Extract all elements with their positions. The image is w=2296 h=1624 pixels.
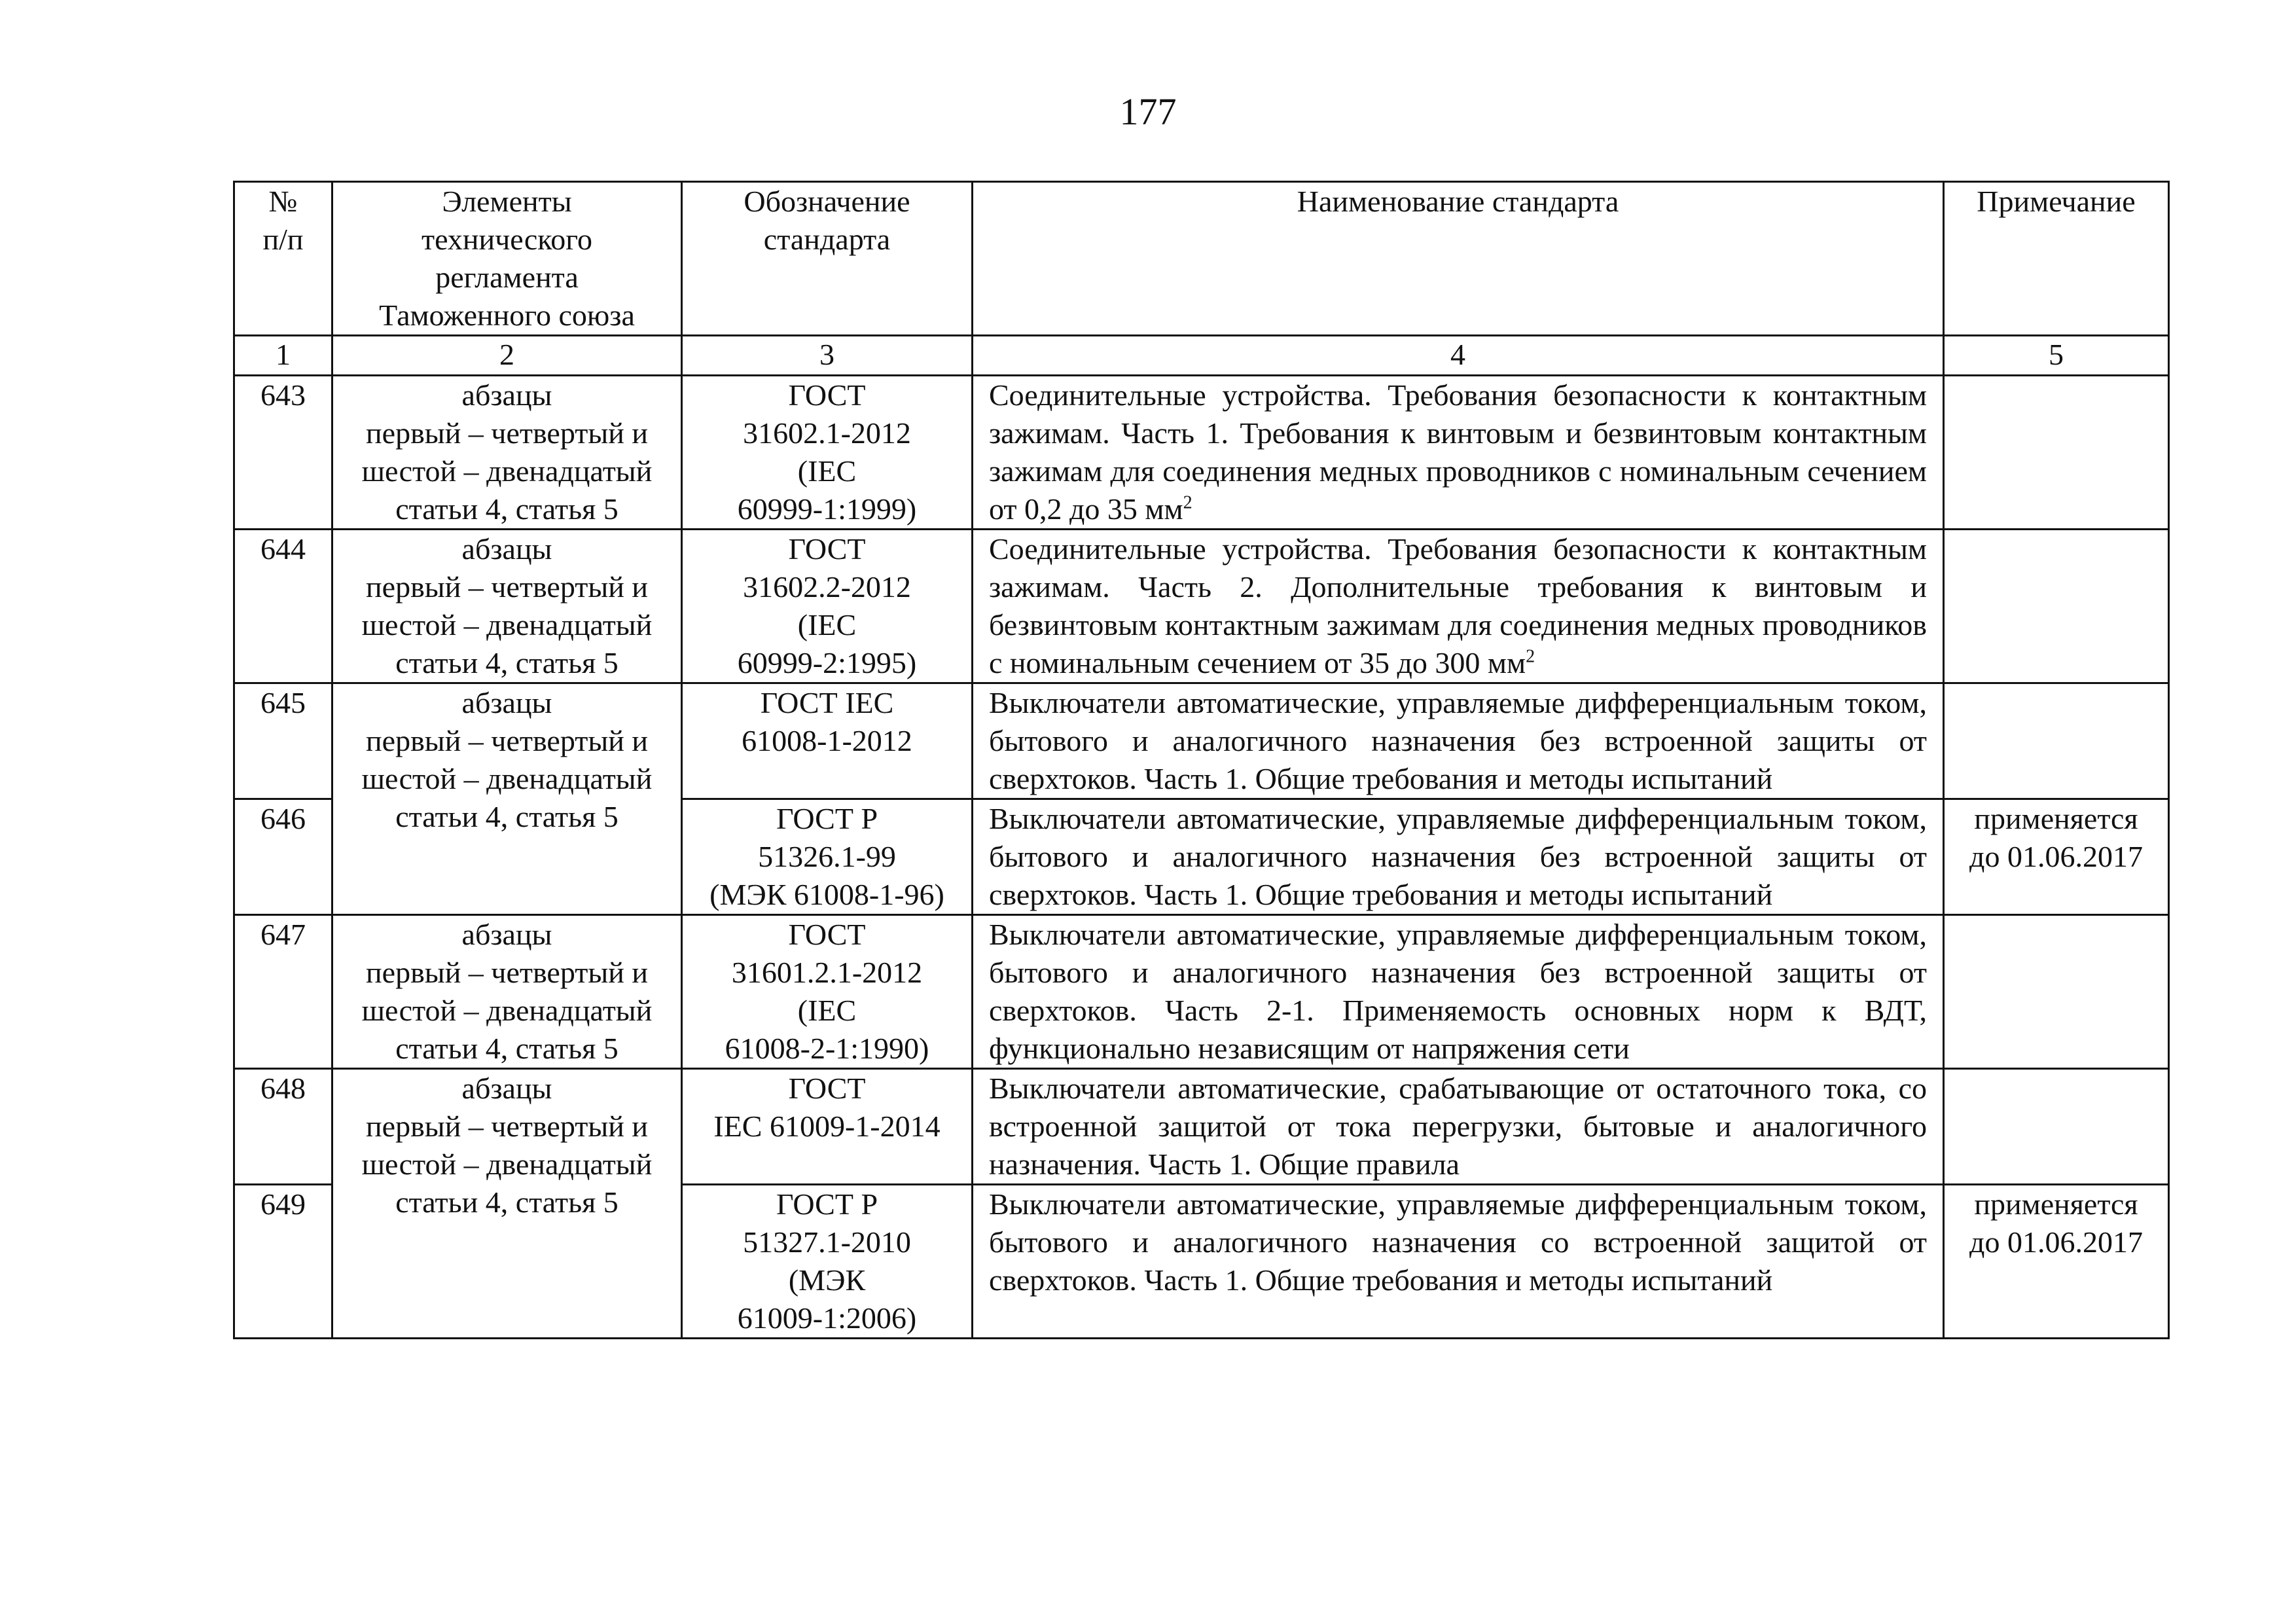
row-standard-name: Соединительные устройства. Требования безопасности к контактным зажимам. Часть 1. Требования к винтовым и безвинтовым контактным зажимам для соединения медных проводников с номинальным сечением от 0,2 до 35 $мм^2$ [973,376,1944,530]
row-note: применяется до 01.06.2017 [1944,1185,2169,1339]
table-row [234,683,2169,799]
row-standard-name: Соединительные устройства. Требования безопасности к контактным зажимам. Часть 2. Дополнительные требования к винтовым и безвинтовым контактным зажимам для соединения медных проводников с номинальным сечением от 35 до 300 $мм^2$ [973,530,1944,683]
column-numbers-row [234,336,2169,376]
row-note [1944,915,2169,1069]
row-num: 648 [234,1069,332,1185]
row-designation: ГОСТ Р 51326.1-99 (МЭК 61008-1-96) [682,799,973,915]
standards-table [233,181,2170,1339]
row-num: 645 [234,683,332,799]
row-note [1944,1069,2169,1185]
column-number: 1 [234,336,332,376]
column-number: 3 [682,336,973,376]
header-elements: Элементы технического регламента Таможенного союза [332,182,682,336]
column-number: 4 [973,336,1944,376]
row-elements: абзацы первый – четвертый и шестой – двенадцатый статьи 4, статья 5 [332,530,682,683]
row-designation: ГОСТ IEC 61008-1-2012 [682,683,973,799]
row-elements: абзацы первый – четвертый и шестой – двенадцатый статьи 4, статья 5 [332,1069,682,1339]
header-num: № п/п [234,182,332,336]
row-elements: абзацы первый – четвертый и шестой – двенадцатый статьи 4, статья 5 [332,915,682,1069]
column-number: 5 [1944,336,2169,376]
row-designation: ГОСТ 31602.2-2012 (IEC 60999-2:1995) [682,530,973,683]
row-designation: ГОСТ 31601.2.1-2012 (IEC 61008-2-1:1990) [682,915,973,1069]
row-num: 646 [234,799,332,915]
row-standard-name: Выключатели автоматические, управляемые дифференциальным током, бытового и аналогичного назначения без встроенной защиты от сверхтоков. Часть 2-1. Применяемость основных норм к ВДТ, функционально независящим от напряжения сети [973,915,1944,1069]
table-row [234,530,2169,683]
row-standard-name: Выключатели автоматические, управляемые дифференциальным током, бытового и аналогичного назначения без встроенной защиты от сверхтоков. Часть 1. Общие требования и методы испытаний [973,799,1944,915]
table-header-row [234,182,2169,336]
table-row [234,915,2169,1069]
table-row [234,376,2169,530]
row-designation: ГОСТ Р 51327.1-2010 (МЭК 61009-1:2006) [682,1185,973,1339]
header-designation: Обозначение стандарта [682,182,973,336]
row-note: применяется до 01.06.2017 [1944,799,2169,915]
row-num: 647 [234,915,332,1069]
row-num: 644 [234,530,332,683]
row-standard-name: Выключатели автоматические, управляемые дифференциальным током, бытового и аналогичного назначения без встроенной защиты от сверхтоков. Часть 1. Общие требования и методы испытаний [973,683,1944,799]
header-name: Наименование стандарта [973,182,1944,336]
row-elements: абзацы первый – четвертый и шестой – двенадцатый статьи 4, статья 5 [332,376,682,530]
row-num: 649 [234,1185,332,1339]
page-number: 177 [1119,90,1177,133]
row-note [1944,530,2169,683]
column-number: 2 [332,336,682,376]
row-designation: ГОСТ IEC 61009-1-2014 [682,1069,973,1185]
row-elements: абзацы первый – четвертый и шестой – двенадцатый статьи 4, статья 5 [332,683,682,915]
header-note: Примечание [1944,182,2169,336]
row-designation: ГОСТ 31602.1-2012 (IEC 60999-1:1999) [682,376,973,530]
row-note [1944,376,2169,530]
row-standard-name: Выключатели автоматические, срабатывающие от остаточного тока, со встроенной защитой от тока перегрузки, бытовые и аналогичного назначения. Часть 1. Общие правила [973,1069,1944,1185]
row-note [1944,683,2169,799]
row-num: 643 [234,376,332,530]
row-standard-name: Выключатели автоматические, управляемые дифференциальным током, бытового и аналогичного назначения со встроенной защитой от сверхтоков. Часть 1. Общие требования и методы испытаний [973,1185,1944,1339]
table-row [234,1069,2169,1185]
